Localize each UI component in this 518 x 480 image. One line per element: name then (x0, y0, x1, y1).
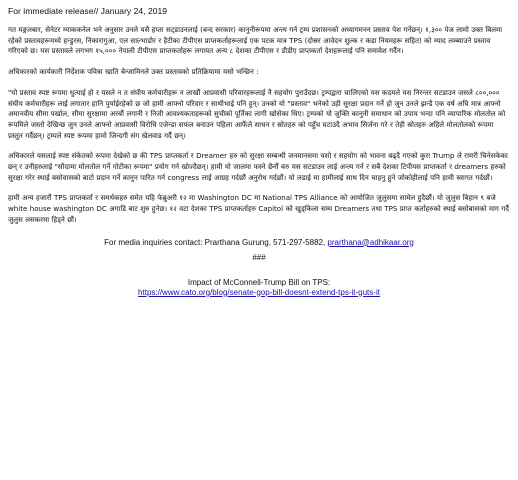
paragraph-bill-overview: गत मङ्गलबार, सेनेटर म्याककनेल भने अनुसार उनले यसै हप्ता सट्डाउनलाई (बन्द सरकार) कानुनीरूपमा अन्त्य गर्न ट्रम्प प्रशासनको अध्यागमनन प्रस्ताव पेश गर्नेछन्। १,३०० पेज लामो उक्त बिलमा रहेको प्रस्तावहरूमध्ये हन्डुरस, निकारागुआ, एल साल्भाडोर र हैटीका टीपीएस प्राप्तकर्ताहरूलाई एक पटक मात्र TPS (दोस्रर आवेदन शुल्क र कडा नियमहरू सहित) को म्याद लम्ब्याउने प्रस्ताव गरिएको छ। यस प्रस्तावले लगभग १५,००० नेपाली टीपीएस प्राप्तकर्ताहरू लगायत अन्य ८ देशका टीपीएस र डीडीए प्राप्तकर्ता देशहरूलाई पनि समावेश गर्दैन। (8, 25, 503, 56)
impact-link-line (8, 288, 510, 297)
release-date-line: For immediate release// January 24, 2019 (8, 6, 168, 16)
impact-article-link[interactable]: https://www.cato.org/blog/senate-gop-bill-doesnt-extend-tps-it-guts-it (138, 287, 380, 297)
contact-email-link[interactable]: prarthana@adhikaar.org (327, 237, 414, 247)
media-contact-line (8, 238, 510, 247)
end-marker: ### (252, 252, 266, 262)
media-contact-text: For media inquiries contact: Prarthana Gurung, 571-297-5882, (104, 237, 328, 247)
press-release-document (8, 6, 510, 297)
paragraph-rally-announcement: हामी अन्य हजारौं TPS प्राप्तकर्ता र समर्थकहरु समेत यहि फेब्रुअरी १२ मा Washington DC मा National TPS Alliance को आयोजित जुलुसमा सामेल हुदैछौं। यो जुलुस बिहान ९ बजे white house washington DC अगाडि बाट शुरु हुनेछ। १२ वटा देशका TPS प्राप्तकर्ताहरु Capitol को खुड्किला सम्म Dreamers तथा TPS प्राप्त कर्ताहरुको स्थाई बसोबासको माग गर्दै जुलुस लसकरमा हिड्ने छौं। (8, 193, 510, 224)
paragraph-director-quote: "यो प्रस्ताव स्पष्ट रूपमा धुत्याई हो र यसले न त संघीय कर्मचारीहरू न लाखौं आप्रवासी परिवारहरूलाई नै सहयोग पुराउँदछ। ट्रम्पद्वारा चालिएको यस कदमले यस निरन्तर सटडाउन जसले ८००,००० संघीय कर्मचारीहरू लाई लगातार हानि पुर्याईरहेको छ जो हामी आफ्नो परिवार र साथीभाई पनि हुन्। उनको यो "प्रस्ताव" भनेको उही सुरक्षा प्रदान गर्ने हो जुन उनले झन्डै एक वर्ष अघि मात्र आफ्नो अमानवीय सीमा पर्खाल, सीमा सुरक्षामा अरबौं लगानी र निजी आवश्यकताहरूको सुचीको पूर्तिका लागी खोसेका थिए। ट्रम्पको यो जुक्ति कानुनी समाधान को उपाय भन्दा पनि व्यापारिक मोलतोल को रूपमिले जस्तो देखिन्छ जुन उनले आफ्नो आप्रवासी विरोधि एजेन्डा सफल बनाउन पहिला आफैंले साधन र स्रोतहरु को पहुँच घटाउदै अभाव सिर्जना गरे र तेही स्रोतहरु अहिले मोलतोलको रूपमा प्रस्तुत गर्दैछन्। ट्रम्पले स्पष्ट रूपमा हामो जिन्दगी संग खेलवाड गर्दै छन्। (8, 87, 506, 140)
paragraph-organization-statement: अधिकारले यसलाई स्पष्ट संकेतको रूपमा देखेको छ की TPS प्राप्तकर्ता र Dreamer हरु को सुरक्षा सम्बन्धी जनमानसमा यसो र सहयोग को भावना बढ्दै गएको कुरा Trump ले रामरी चिनेसकेका छन् र उनीहरुलाई "सौदामा मोलतोल गर्ने गोटीका रूपमा" प्रयोग गर्न खोज्दैछन्। हामी यो जालमा फस्ने छैनौं बरु यस सटडाउन लाई अन्त्य गर्न र सबै देशका टिपीयस प्राप्तकर्ता र dreamers हरुको सुरक्षा गरेर स्थाई बसोवासको बाटो प्रदान गर्ने कानुन पारित गर्न congress लाई आग्रह गर्दछौं अनुरोध गर्दछौं। यो लडाई मा हामीलाई साथ दिन चाहनु हुने जोकोहीलाई पनि हामी स्वागत गर्दछौं। (8, 151, 508, 182)
impact-title: Impact of McConnell-Trump Bill on TPS: (187, 277, 331, 287)
paragraph-director-intro: अधिकारको कार्यकारी निर्देशक पवित्रा खाति बेन्जामिनले उक्त प्रस्तावको प्रतिक्रियामा यसो भन्छिन : (8, 67, 259, 77)
